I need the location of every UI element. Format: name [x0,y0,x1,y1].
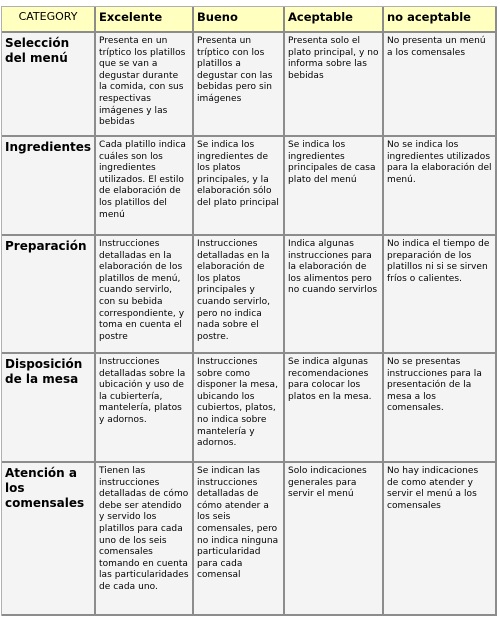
cell-aceptable: Presenta solo el plato principal, y no informa sobre las bebidas [285,33,384,137]
cell-excelente: Instrucciones detalladas sobre la ubicación y uso de la cubiertería, mantelería, platos y adornos. [96,354,194,463]
cell-bueno: Instrucciones detalladas en la elaboración de los platos principales y cuando servirlo, pero no indica nada sobre el postre. [194,236,285,354]
cell-bueno: Se indica los ingredientes de los platos principales, y la elaboración sólo del plato principal [194,137,285,236]
cell-excelente: Cada platillo indica cuáles son los ingredientes utilizados. El estilo de elaboración de los platillos del menú [96,137,194,236]
cell-no-aceptable: No se presentas instrucciones para la presentación de la mesa a los comensales. [384,354,497,463]
cell-bueno: Instrucciones sobre como disponer la mesa, ubicando los cubiertos, platos, no indica sobre mantelería y adornos. [194,354,285,463]
criterion-label: Atención a los comensales [2,463,96,616]
header-aceptable: Aceptable [285,7,384,33]
cell-excelente: Presenta en un tríptico los platillos que se van a degustar durante la comida, con sus respectivas imágenes y las bebidas [96,33,194,137]
cell-no-aceptable: No indica el tiempo de preparación de los platillos ni si se sirven fríos o calientes. [384,236,497,354]
criterion-label: Ingredientes [2,137,96,236]
cell-no-aceptable: No presenta un menú a los comensales [384,33,497,137]
criterion-label: Preparación [2,236,96,354]
cell-no-aceptable: No se indica los ingredientes utilizados para la elaboración del menú. [384,137,497,236]
header-no-aceptable: no aceptable [384,7,497,33]
cell-aceptable: Se indica los ingredientes principales de casa plato del menú [285,137,384,236]
rubric-row [2,354,497,463]
cell-aceptable: Indica algunas instrucciones para la elaboración de los alimentos pero no cuando servirlos [285,236,384,354]
criterion-label: Selección del menú [2,33,96,137]
rubric-row [2,236,497,354]
rubric-row [2,137,497,236]
cell-no-aceptable: No hay indicaciones de como atender y servir el menú a los comensales [384,463,497,616]
header-excelente: Excelente [96,7,194,33]
cell-aceptable: Se indica algunas recomendaciones para colocar los platos en la mesa. [285,354,384,463]
cell-aceptable: Solo indicaciones generales para servir el menú [285,463,384,616]
cell-bueno: Presenta un tríptico con los platillos a degustar con las bebidas pero sin imágenes [194,33,285,137]
header-row [2,7,497,33]
header-bueno: Bueno [194,7,285,33]
rubric-row [2,463,497,616]
rubric-table [1,6,497,616]
cell-bueno: Se indican las instrucciones detalladas de cómo atender a los seis comensales, pero no indica ninguna particularidad para cada comensal [194,463,285,616]
cell-excelente: Tienen las instrucciones detalladas de cómo debe ser atendido y servido los platillos para cada uno de los seis comensales tomando en cuenta las particularidades de cada uno. [96,463,194,616]
rubric-row [2,33,497,137]
cell-excelente: Instrucciones detalladas en la elaboración de los platillos de menú, cuando servirlo, con su bebida correspondiente, y toma en cuenta el postre [96,236,194,354]
criterion-label: Disposición de la mesa [2,354,96,463]
header-category: CATEGORY [2,7,96,33]
